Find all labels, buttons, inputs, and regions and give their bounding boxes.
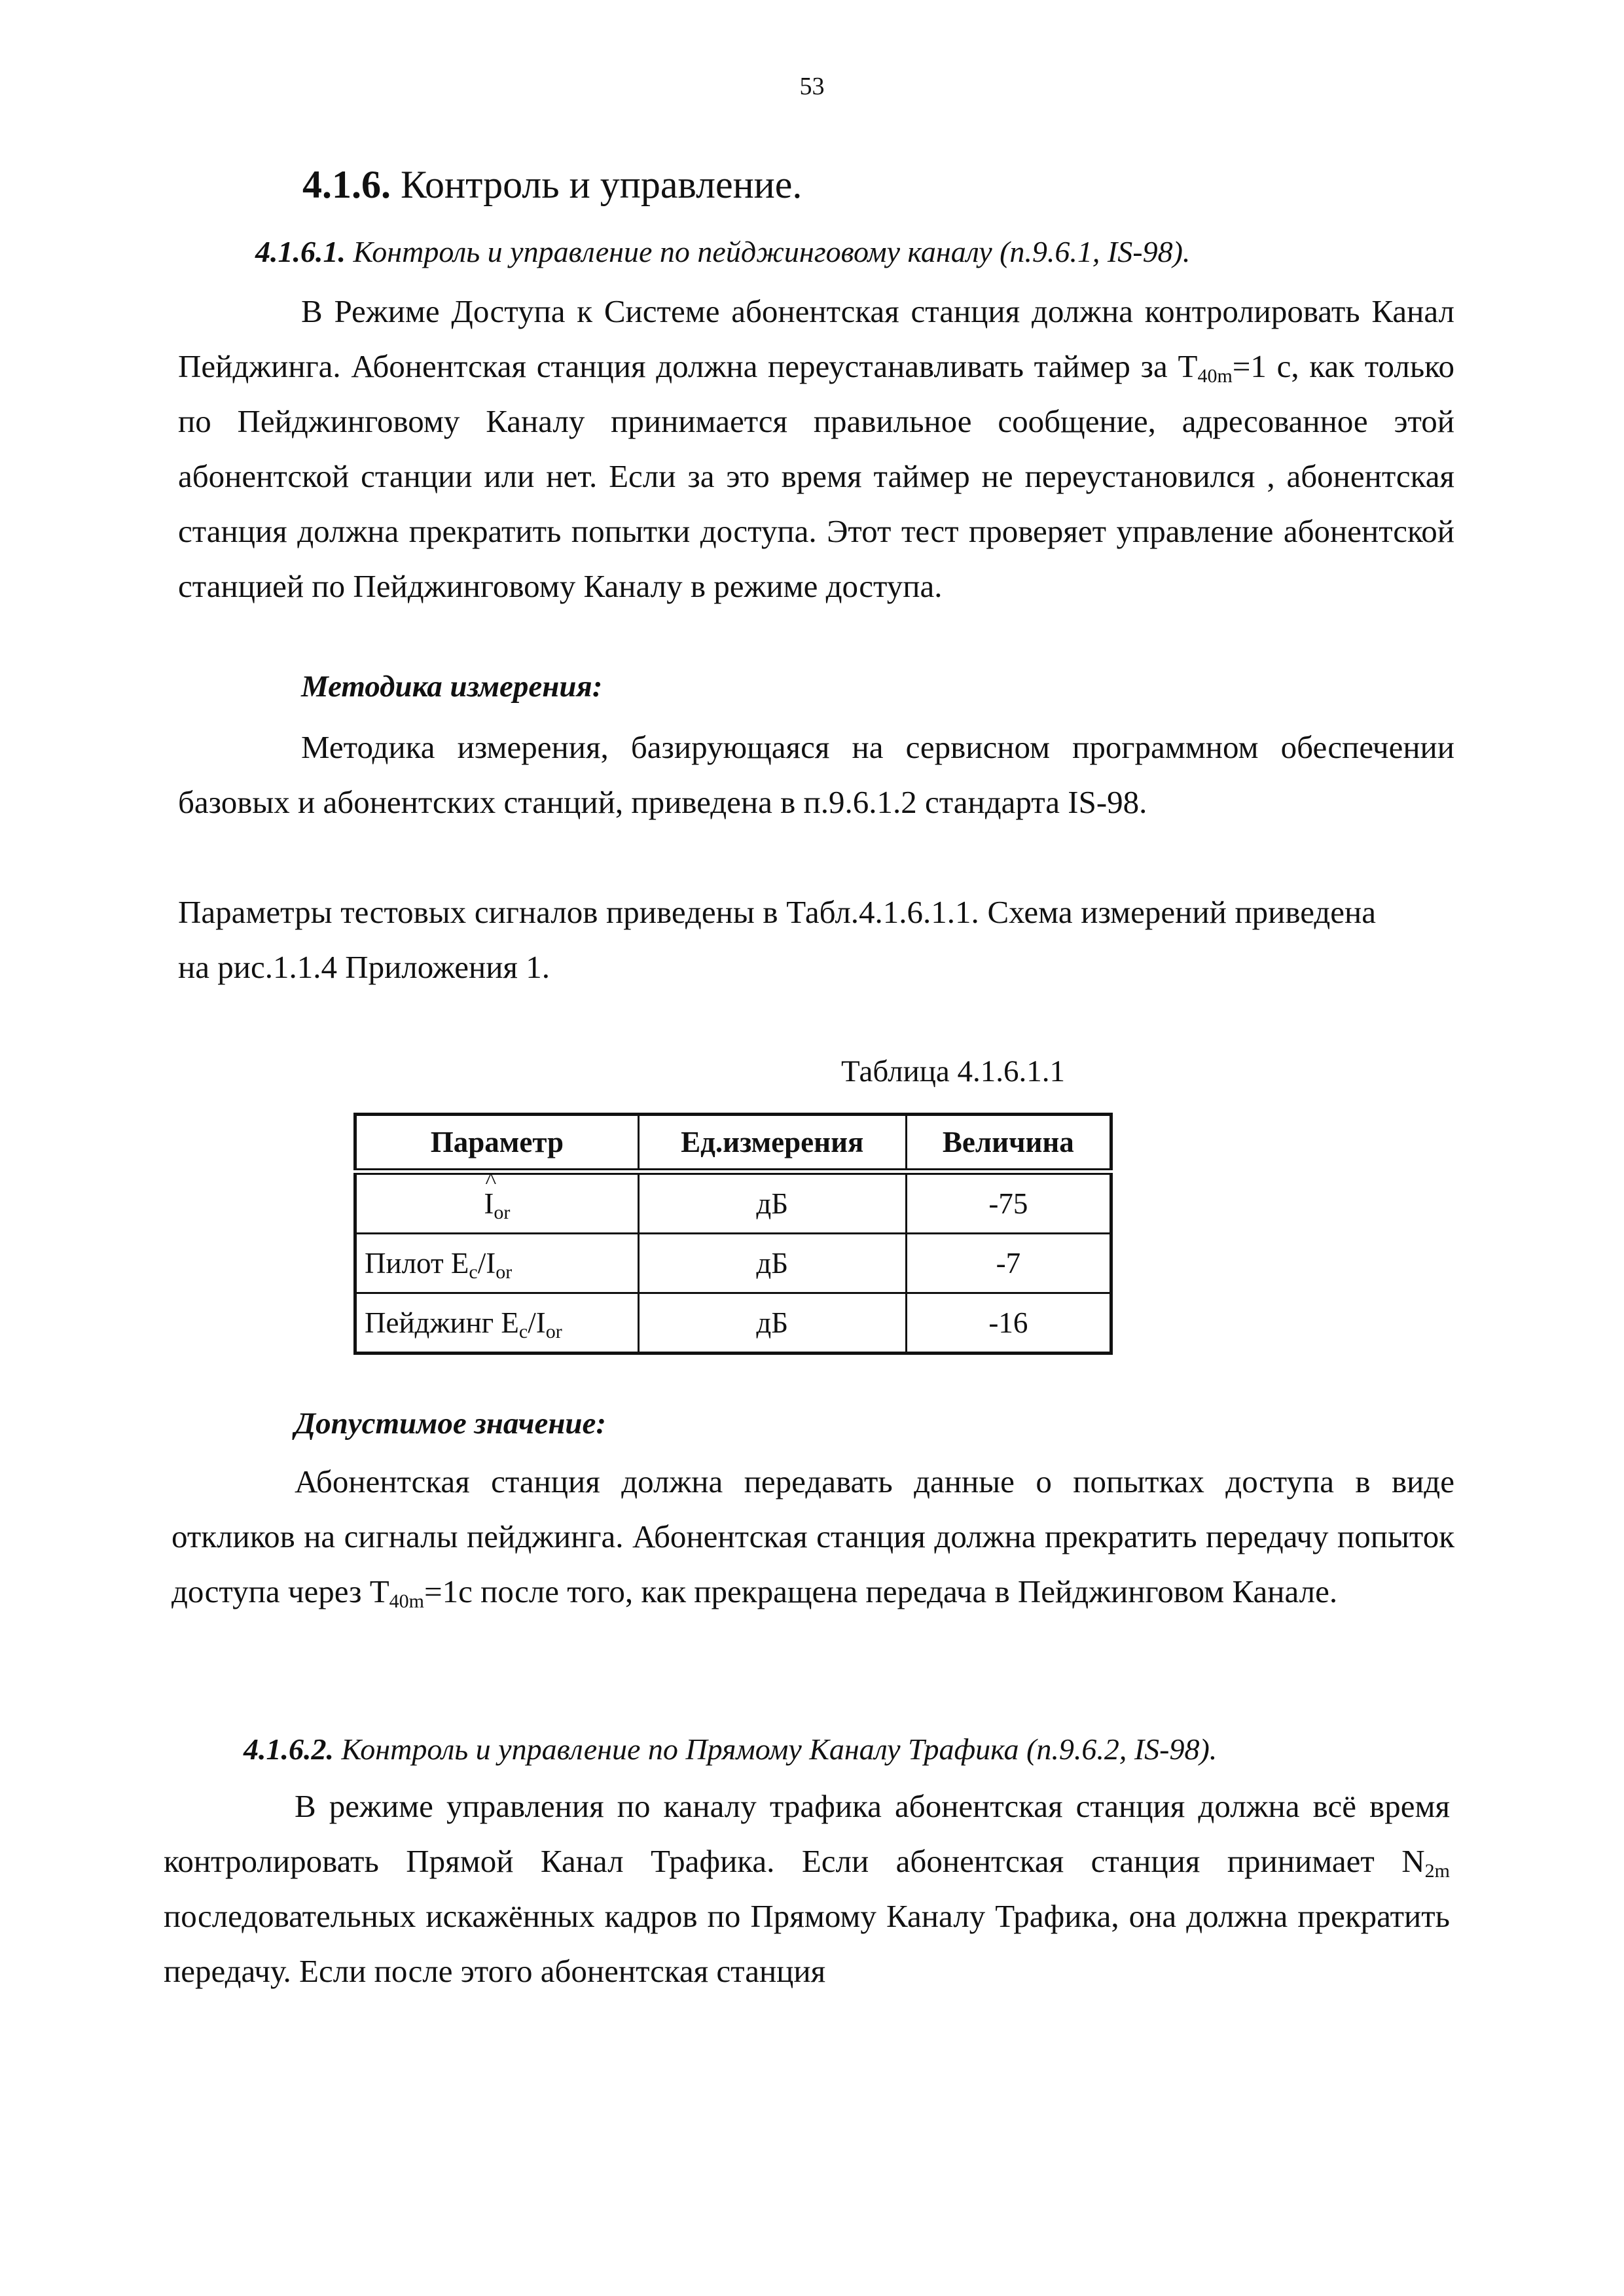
subscript: 40m bbox=[1197, 365, 1233, 387]
paragraph-text: последовательных искажённых кадров по Прямому Каналу Трафика, она должна прекратить передачу. Если после этого абонентская станция bbox=[164, 1898, 1450, 1989]
table-cell-param bbox=[355, 1234, 639, 1293]
table-caption: Таблица 4.1.6.1.1 bbox=[841, 1054, 1066, 1088]
paragraph-text: Абонентская станция должна передавать данные о попытках доступа в виде откликов на сигналы пейджинга. Абонентская станция должна прекратить передачу попыток доступа через T bbox=[171, 1463, 1454, 1609]
hat-mark: ^ bbox=[485, 1168, 497, 1194]
subsection-title-text: Контроль и управление по Прямому Каналу Трафика (п.9.6.2, IS-98). bbox=[341, 1732, 1218, 1766]
subscript: or bbox=[496, 1261, 513, 1283]
param-text: Пейджинг E bbox=[365, 1306, 519, 1339]
subsection-title bbox=[255, 234, 1190, 269]
method-heading: Методика измерения: bbox=[301, 670, 603, 704]
subsection-title bbox=[244, 1732, 1217, 1767]
subscript: c bbox=[469, 1261, 478, 1283]
table-cell-value: -16 bbox=[906, 1293, 1111, 1354]
allowed-value-heading: Допустимое значение: bbox=[295, 1407, 607, 1441]
param-text: /I bbox=[477, 1247, 496, 1280]
page-number: 53 bbox=[799, 73, 825, 100]
table-header-row bbox=[355, 1115, 1111, 1172]
paragraph-paging-control bbox=[178, 284, 1454, 614]
subsection-title-text: Контроль и управление по пейджинговому каналу (п.9.6.1, IS-98). bbox=[353, 235, 1191, 268]
table-cell-value: -75 bbox=[906, 1172, 1111, 1234]
section-title bbox=[302, 162, 802, 207]
param-text: /I bbox=[528, 1306, 546, 1339]
allowed-value-paragraph bbox=[171, 1454, 1454, 1619]
param-text: I bbox=[484, 1187, 494, 1220]
table-row bbox=[355, 1172, 1111, 1234]
table-row bbox=[355, 1293, 1111, 1354]
param-text: Пилот E bbox=[365, 1247, 469, 1280]
table-cell-unit: дБ bbox=[638, 1172, 906, 1234]
subscript: c bbox=[518, 1321, 528, 1342]
subscript: or bbox=[494, 1202, 511, 1223]
ior-symbol bbox=[484, 1168, 511, 1223]
paragraph-text: =1с после того, как прекращена передача в Пейджинговом Канале. bbox=[424, 1573, 1338, 1609]
table-cell-unit: дБ bbox=[638, 1234, 906, 1293]
paragraph-text: =1 с, как только по Пейджинговому Каналу принимается правильное сообщение, адресованное этой абонентской станции или нет. Если за это время таймер не переустановился , абонентская станция должна прекратить попытки доступа. Этот тест проверяет управление абонентской станцией по Пейджинговому Каналу в режиме доступа. bbox=[178, 348, 1454, 604]
paragraph-text: В режиме управления по каналу трафика абонентская станция должна всё время контролировать Прямой Канал Трафика. Если абонентская станция принимает N bbox=[164, 1788, 1450, 1879]
paragraph-traffic-control bbox=[164, 1779, 1450, 1999]
section-number: 4.1.6. bbox=[302, 163, 391, 206]
method-paragraph: Методика измерения, базирующаяся на сервисном программном обеспечении базовых и абонентских станций, приведена в п.9.6.1.2 стандарта IS-98. bbox=[178, 729, 1454, 820]
params-paragraph: Параметры тестовых сигналов приведены в Табл.4.1.6.1.1. Схема измерений приведена на рис.1.1.4 Приложения 1. bbox=[178, 894, 1376, 985]
section-title-text: Контроль и управление. bbox=[401, 163, 803, 206]
parameters-table bbox=[353, 1113, 1113, 1355]
subsection-number: 4.1.6.2. bbox=[244, 1732, 334, 1766]
subsection-number: 4.1.6.1. bbox=[255, 235, 346, 268]
table-header-cell: Ед.измерения bbox=[638, 1115, 906, 1172]
table-header-cell: Величина bbox=[906, 1115, 1111, 1172]
table-row bbox=[355, 1234, 1111, 1293]
subscript: 40m bbox=[389, 1590, 425, 1612]
table-header-cell: Параметр bbox=[355, 1115, 639, 1172]
subscript: 2m bbox=[1424, 1860, 1450, 1882]
table-cell-value: -7 bbox=[906, 1234, 1111, 1293]
table-cell-param bbox=[355, 1168, 639, 1234]
table-cell-unit: дБ bbox=[638, 1293, 906, 1354]
table-cell-param bbox=[355, 1293, 639, 1354]
paragraph-text: В Режиме Доступа к Системе абонентская станция должна контролировать Канал Пейджинга. Абонентская станция должна переустанавливать таймер за T bbox=[178, 293, 1454, 384]
subscript: or bbox=[545, 1321, 562, 1342]
